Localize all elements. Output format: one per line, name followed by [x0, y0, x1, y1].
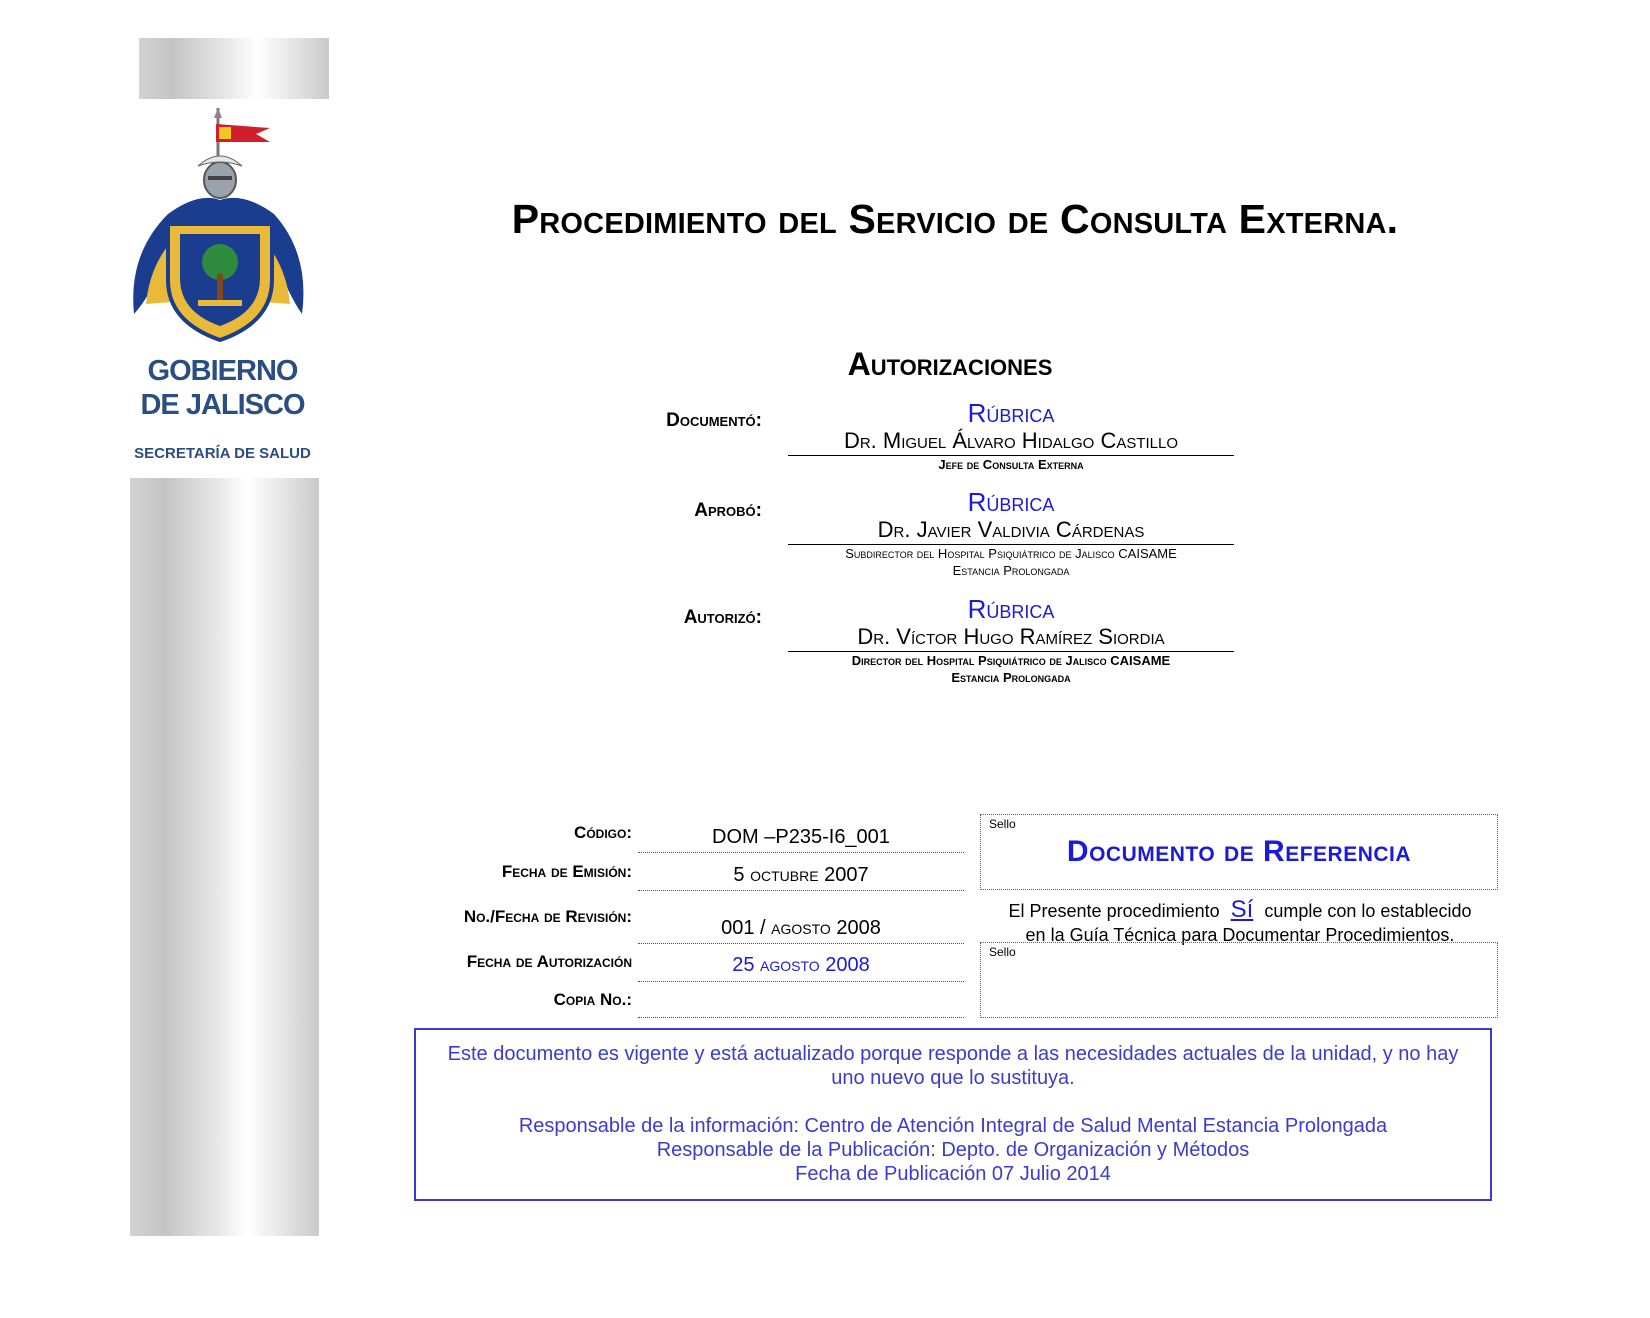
government-line-1: GOBIERNO	[147, 355, 298, 387]
sidebar-gradient-bar	[130, 478, 319, 1236]
field-value-revision: 001 / agosto 2008	[638, 917, 964, 944]
notice-info-responsible: Responsable de la información: Centro de Atención Integral de Salud Mental Estancia Prolongada	[518, 1115, 1388, 1137]
government-name	[120, 354, 325, 422]
auth-block-autorizo	[788, 594, 1234, 686]
auth-label-documento: Documentó:	[666, 410, 762, 431]
government-line-2: DE JALISCO	[140, 389, 305, 421]
notice-validity: Este documento es vigente y está actualizado porque responde a las necesidades actuales de la unidad, y no hay uno nuevo que lo sustituya.	[447, 1043, 1459, 1089]
compliance-text-before: El Presente procedimiento	[1008, 901, 1220, 921]
page-title: Procedimiento del Servicio de Consulta Externa.	[511, 196, 1399, 242]
signer-name: Dr. Miguel Álvaro Hidalgo Castillo	[788, 428, 1234, 456]
signature-rubrica: Rúbrica	[967, 594, 1055, 624]
notice-publication-responsible: Responsable de la Publicación: Depto. de Organización y Métodos	[656, 1139, 1250, 1161]
sello-label: Sello	[989, 945, 1016, 959]
signer-role: Director del Hospital Psiquiátrico de Jalisco CAISAME	[851, 653, 1171, 668]
validity-notice	[414, 1028, 1492, 1201]
field-label-emision: Fecha de Emisión:	[501, 862, 632, 881]
signer-name: Dr. Javier Valdivia Cárdenas	[788, 517, 1234, 545]
signer-role-line-2: Estancia Prolongada	[952, 563, 1070, 578]
signer-role: Jefe de Consulta Externa	[938, 457, 1084, 472]
secretariat-name: SECRETARÍA DE SALUD	[134, 445, 311, 462]
auth-block-documento	[788, 398, 1234, 473]
sello-box-reference	[980, 814, 1498, 890]
field-label-revision: No./Fecha de Revisión:	[463, 907, 632, 926]
field-value-codigo: DOM –P235-I6_001	[638, 826, 964, 853]
auth-label-aprobo: Aprobó:	[694, 500, 762, 521]
sidebar-top-bar	[139, 38, 329, 99]
sello-box-empty	[980, 942, 1498, 1018]
signer-role-line-2: Estancia Prolongada	[951, 670, 1071, 685]
field-label-copia: Copia No.:	[553, 990, 632, 1009]
sello-label: Sello	[989, 817, 1016, 831]
compliance-answer: Sí	[1230, 896, 1254, 923]
notice-publication-date: Fecha de Publicación 07 Julio 2014	[795, 1163, 1111, 1185]
signature-rubrica: Rúbrica	[967, 487, 1055, 517]
field-label-autorizacion: Fecha de Autorización	[466, 952, 632, 971]
auth-label-autorizo: Autorizó:	[683, 607, 762, 628]
signer-role: Subdirector del Hospital Psiquiátrico de Jalisco CAISAME	[845, 546, 1177, 561]
field-value-emision: 5 octubre 2007	[638, 864, 964, 891]
field-value-autorizacion: 25 agosto 2008	[638, 954, 964, 982]
reference-document-stamp: Documento de Referencia	[1066, 835, 1412, 868]
signature-rubrica: Rúbrica	[967, 398, 1055, 428]
compliance-statement	[980, 898, 1500, 947]
compliance-text-after: cumple con lo establecido	[1264, 901, 1472, 921]
auth-block-aprobo	[788, 487, 1234, 579]
authorizations-heading: Autorizaciones	[847, 346, 1053, 382]
field-label-codigo: Código:	[574, 823, 632, 842]
field-value-copia	[638, 990, 964, 1018]
signer-name: Dr. Víctor Hugo Ramírez Siordia	[788, 624, 1234, 652]
compliance-text-line-2: en la Guía Técnica para Documentar Procedimientos.	[1025, 925, 1455, 945]
coat-of-arms-icon	[128, 104, 308, 344]
